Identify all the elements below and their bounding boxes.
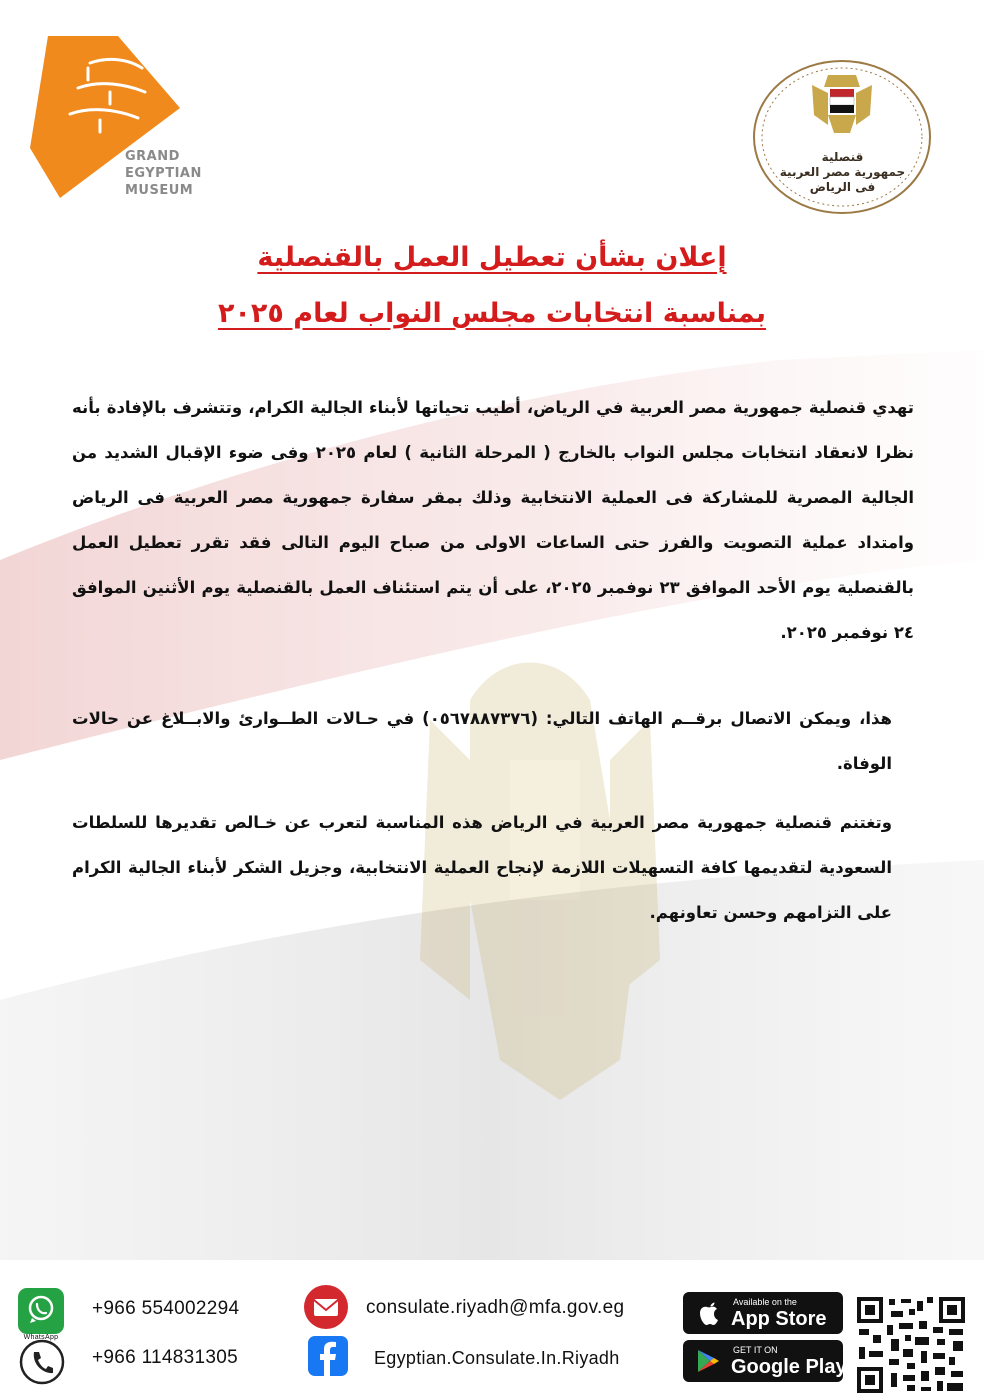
phone-icon[interactable] <box>18 1338 66 1386</box>
whatsapp-icon[interactable] <box>18 1288 64 1334</box>
seal-text: قنصلية جمهورية مصر العربية فى الرياض <box>779 150 906 194</box>
email-icon[interactable] <box>302 1283 350 1331</box>
body-paragraph-2: هذا، ويمكن الاتصال برقــم الهاتف التالي: (٠٥٦٧٨٨٧٣٧٦) في حـالات الطــوارئ والابــلاغ عن حالات الوفاة. <box>72 709 892 773</box>
body-paragraph-3: وتغتنم قنصلية جمهورية مصر العربية في الرياض هذه المناسبة لتعرب عن خـالص تقديرها للسلطات السعودية لتقديمها كافة التسهيلات اللازمة لإنجاح العملية الانتخابية، وجزيل الشكر لأبناء الجالية الكرام على التزامهم وحسن تعاونهم. <box>72 813 892 922</box>
phone-number[interactable]: +966 114831305 <box>92 1347 238 1368</box>
museum-english-name: GRAND EGYPTIAN MUSEUM <box>125 149 202 198</box>
eagle-emblem-icon <box>812 75 872 133</box>
email-address[interactable]: consulate.riyadh@mfa.gov.eg <box>366 1297 625 1318</box>
apple-icon <box>695 1299 723 1327</box>
body-paragraph-1: تهدي قنصلية جمهورية مصر العربية في الرياض، أطيب تحياتها لأبناء الجالية الكرام، وتتشرف بالإفادة بأنه نظرا لانعقاد انتخابات مجلس النواب بالخارج ( المرحلة الثانية ) لعام ٢٠٢٥ وفى ضوء الإقبال الشديد من الجالية المصرية للمشاركة فى العملية الانتخابية وذلك بمقر سفارة جمهورية مصر العربية فى الرياض وامتداد عملية التصويت والفرز حتى الساعات الاولى من صباح اليوم التالى فقد تقرر تعطيل العمل بالقنصلية يوم الأحد الموافق ٢٣ نوفمبر ٢٠٢٥، على أن يتم استئناف العمل بالقنصلية يوم الأثنين الموافق ٢٤ نوفمبر ٢٠٢٥. <box>72 398 915 642</box>
google-play-badge[interactable]: GET IT ON Google Play <box>683 1340 843 1382</box>
facebook-icon[interactable] <box>308 1336 348 1376</box>
google-play-icon <box>695 1348 721 1374</box>
whatsapp-label: WhatsApp <box>23 1334 59 1341</box>
qr-code[interactable] <box>855 1295 967 1395</box>
announcement-title: إعلان بشأن تعطيل العمل بالقنصلية <box>257 242 727 273</box>
whatsapp-phone[interactable]: +966 554002294 <box>92 1298 240 1319</box>
facebook-page[interactable]: Egyptian.Consulate.In.Riyadh <box>374 1348 620 1368</box>
announcement-subtitle: بمناسبة انتخابات مجلس النواب لعام ٢٠٢٥ <box>217 298 767 329</box>
app-store-badge[interactable]: Available on the App Store <box>683 1292 843 1334</box>
